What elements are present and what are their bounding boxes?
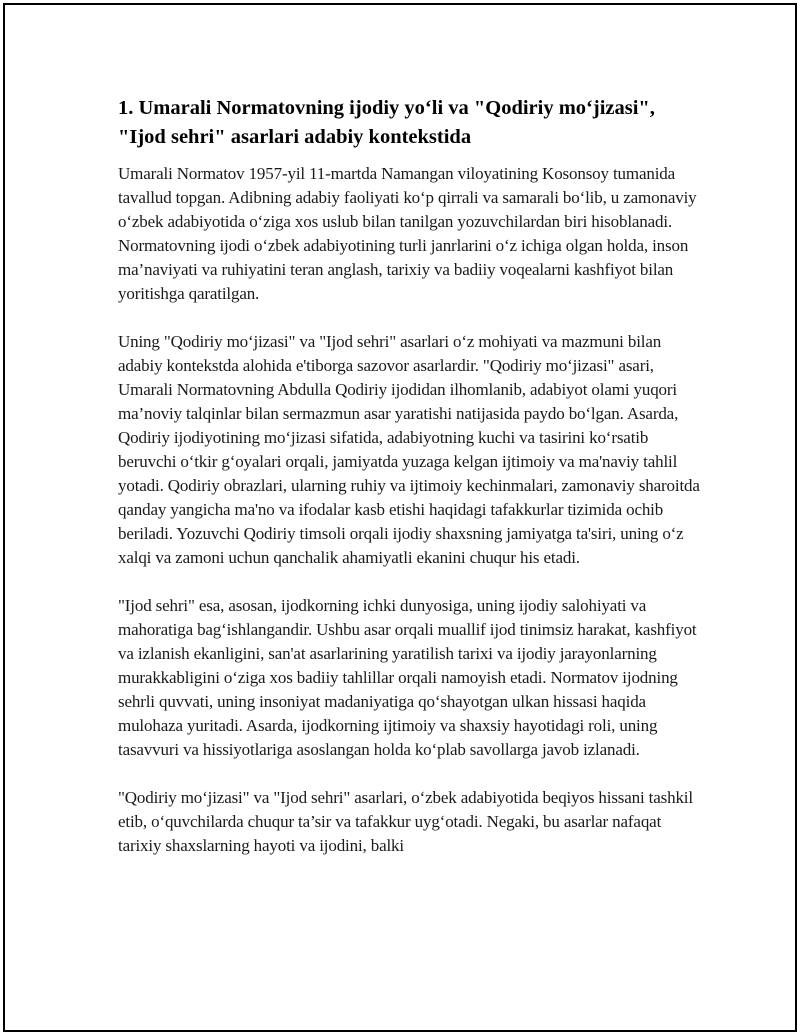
paragraph-1: Umarali Normatov 1957-yil 11-martda Namangan viloyatining Kosonsoy tumanida tavallud topgan. Adibning adabiy faoliyati ko‘p qirrali va samarali bo‘lib, u zamonaviy o‘zbek adabiyotida o‘ziga xos uslub bilan tanilgan yozuvchilardan biri hisoblanadi. Normatovning ijodi o‘zbek adabiyotining turli janrlarini o‘z ichiga olgan holda, inson ma’naviyati va ruhiyatini teran anglash, tarixiy va badiiy voqealarni kashfiyot bilan yoritishga qaratilgan. <box>118 164 697 303</box>
paragraph-4: "Qodiriy mo‘jizasi" va "Ijod sehri" asarlari, o‘zbek adabiyotida beqiyos hissani tashkil etib, o‘quvchilarda chuqur ta’sir va tafakkur uyg‘otadi. Negaki, bu asarlar nafaqat tarixiy shaxslarning hayoti va ijodini, balki <box>118 788 693 855</box>
paragraph-2: Uning "Qodiriy mo‘jizasi" va "Ijod sehri" asarlari o‘z mohiyati va mazmuni bilan adabiy kontekstda alohida e'tiborga sazovor asarlardir. "Qodiriy mo‘jizasi" asari, Umarali Normatovning Abdulla Qodiriy ijodidan ilhomlanib, adabiyot olami yuqori ma’noviy talqinlar bilan sermazmun asar yaratishi natijasida paydo bo‘lgan. Asarda, Qodiriy ijodiyotining mo‘jizasi sifatida, adabiyotning kuchi va tasirini ko‘rsatib beruvchi o‘tkir g‘oyalari orqali, jamiyatda yuzaga kelgan ijtimoiy va ma'naviy tahlil yotadi. Qodiriy obrazlari, ularning ruhiy va ijtimoiy kechinmalari, zamonaviy sharoitda qanday yangicha ma'no va ifodalar kasb etishi haqidagi tafakkurlar tizimida ochib beriladi. Yozuvchi Qodiriy timsoli orqali ijodiy shaxsning jamiyatga ta'siri, uning o‘z xalqi va zamoni uchun qanchalik ahamiyatli ekanini chuqur his etadi. <box>118 332 700 567</box>
paragraph-3: "Ijod sehri" esa, asosan, ijodkorning ichki dunyosiga, uning ijodiy salohiyati va mahoratiga bag‘ishlangandir. Ushbu asar orqali muallif ijod tinimsiz harakat, kashfiyot va izlanish ekanligini, san'at asarlarining yaratilish tarixi va ijodiy jarayonlarning murakkabligini o‘ziga xos badiiy tahlillar orqali namoyish etadi. Normatov ijodning sehrli quvvati, uning insoniyat madaniyatiga qo‘shayotgan ulkan hissasi haqida mulohaza yuritadi. Asarda, ijodkorning ijtimoiy va shaxsiy hayotidagi roli, uning tasavvuri va hissiyotlariga asoslangan holda ko‘plab savollarga javob izlanadi. <box>118 596 697 759</box>
section-heading: 1. Umarali Normatovning ijodiy yo‘li va "Qodiriy mo‘jizasi", "Ijod sehri" asarlari adabiy kontekstida <box>118 97 655 148</box>
document-body <box>118 94 700 882</box>
